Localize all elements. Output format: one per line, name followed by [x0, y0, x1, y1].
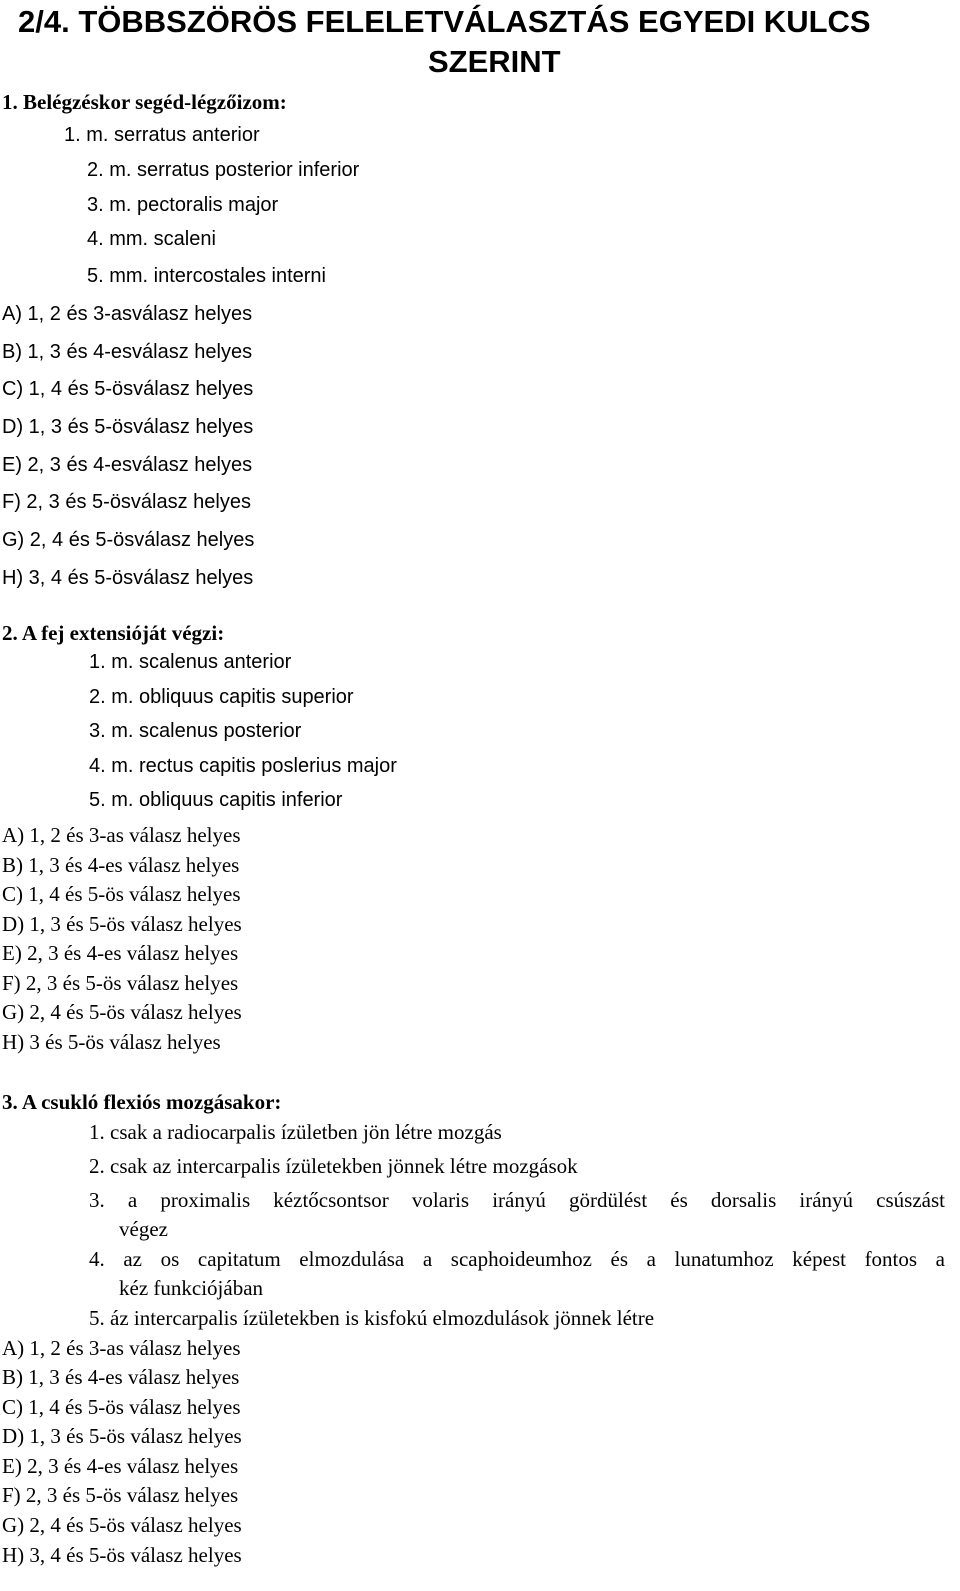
question-2-item: 5. m. obliquus capitis inferior: [89, 789, 343, 811]
question-2-option: C) 1, 4 és 5-ös válasz helyes: [2, 882, 241, 906]
question-3-item: 2. csak az intercarpalis ízületekben jönnek létre mozgások: [89, 1154, 578, 1178]
question-1-option: G) 2, 4 és 5-ösválasz helyes: [2, 529, 255, 551]
question-1-option: F) 2, 3 és 5-ösválasz helyes: [2, 491, 251, 513]
question-3-option: H) 3, 4 és 5-ös válasz helyes: [2, 1543, 242, 1567]
question-3-option: A) 1, 2 és 3-as válasz helyes: [2, 1336, 241, 1360]
question-3-option: D) 1, 3 és 5-ös válasz helyes: [2, 1424, 242, 1448]
question-3-option: B) 1, 3 és 4-es válasz helyes: [2, 1365, 240, 1389]
question-3-item: 3. a proximalis kéztőcsontsor volaris irányú gördülést és dorsalis irányú csúszást: [89, 1188, 945, 1212]
question-2-option: A) 1, 2 és 3-as válasz helyes: [2, 823, 241, 847]
question-3-option: G) 2, 4 és 5-ös válasz helyes: [2, 1513, 242, 1537]
question-1-item: 2. m. serratus posterior inferior: [87, 159, 360, 181]
question-1-option: C) 1, 4 és 5-ösválasz helyes: [2, 378, 254, 400]
question-2-item: 2. m. obliquus capitis superior: [89, 686, 354, 708]
question-1-option: D) 1, 3 és 5-ösválasz helyes: [2, 416, 254, 438]
page-title-line-1: 2/4. TÖBBSZÖRÖS FELELETVÁLASZTÁS EGYEDI KULCS: [18, 4, 871, 39]
question-1-option: A) 1, 2 és 3-asválasz helyes: [2, 303, 253, 325]
question-2-option: F) 2, 3 és 5-ös válasz helyes: [2, 971, 239, 995]
page-title-line-2: SZERINT: [428, 44, 561, 79]
question-3-option: C) 1, 4 és 5-ös válasz helyes: [2, 1395, 241, 1419]
question-3-heading: 3. A csukló flexiós mozgásakor:: [2, 1090, 282, 1114]
question-2-option: B) 1, 3 és 4-es válasz helyes: [2, 853, 240, 877]
question-3-option: E) 2, 3 és 4-es válasz helyes: [2, 1454, 239, 1478]
question-1-option: H) 3, 4 és 5-ösválasz helyes: [2, 567, 254, 589]
question-1-option: E) 2, 3 és 4-esválasz helyes: [2, 454, 253, 476]
question-3-item: 1. csak a radiocarpalis ízületben jön létre mozgás: [89, 1120, 502, 1144]
question-3-item-continuation: végez: [119, 1217, 168, 1241]
question-1-item: 1. m. serratus anterior: [64, 124, 260, 146]
question-2-item: 1. m. scalenus anterior: [89, 651, 292, 673]
question-1-item: 4. mm. scaleni: [87, 228, 216, 250]
question-2-option: D) 1, 3 és 5-ös válasz helyes: [2, 912, 242, 936]
question-3-item-continuation: kéz funkciójában: [119, 1276, 264, 1300]
question-2-item: 3. m. scalenus posterior: [89, 720, 302, 742]
question-1-heading: 1. Belégzéskor segéd-légzőizom:: [2, 90, 287, 114]
question-1-option: B) 1, 3 és 4-esválasz helyes: [2, 341, 253, 363]
question-2-option: E) 2, 3 és 4-es válasz helyes: [2, 941, 239, 965]
question-1-item: 5. mm. intercostales interni: [87, 265, 326, 287]
question-1-item: 3. m. pectoralis major: [87, 194, 279, 216]
question-2-heading: 2. A fej extensióját végzi:: [2, 621, 225, 645]
question-2-option: H) 3 és 5-ös válasz helyes: [2, 1030, 221, 1054]
question-3-item: 4. az os capitatum elmozdulása a scaphoideumhoz és a lunatumhoz képest fontos a: [89, 1247, 945, 1271]
question-2-item: 4. m. rectus capitis poslerius major: [89, 755, 397, 777]
question-2-option: G) 2, 4 és 5-ös válasz helyes: [2, 1000, 242, 1024]
question-3-option: F) 2, 3 és 5-ös válasz helyes: [2, 1483, 239, 1507]
question-3-item: 5. áz intercarpalis ízületekben is kisfokú elmozdulások jönnek létre: [89, 1306, 655, 1330]
